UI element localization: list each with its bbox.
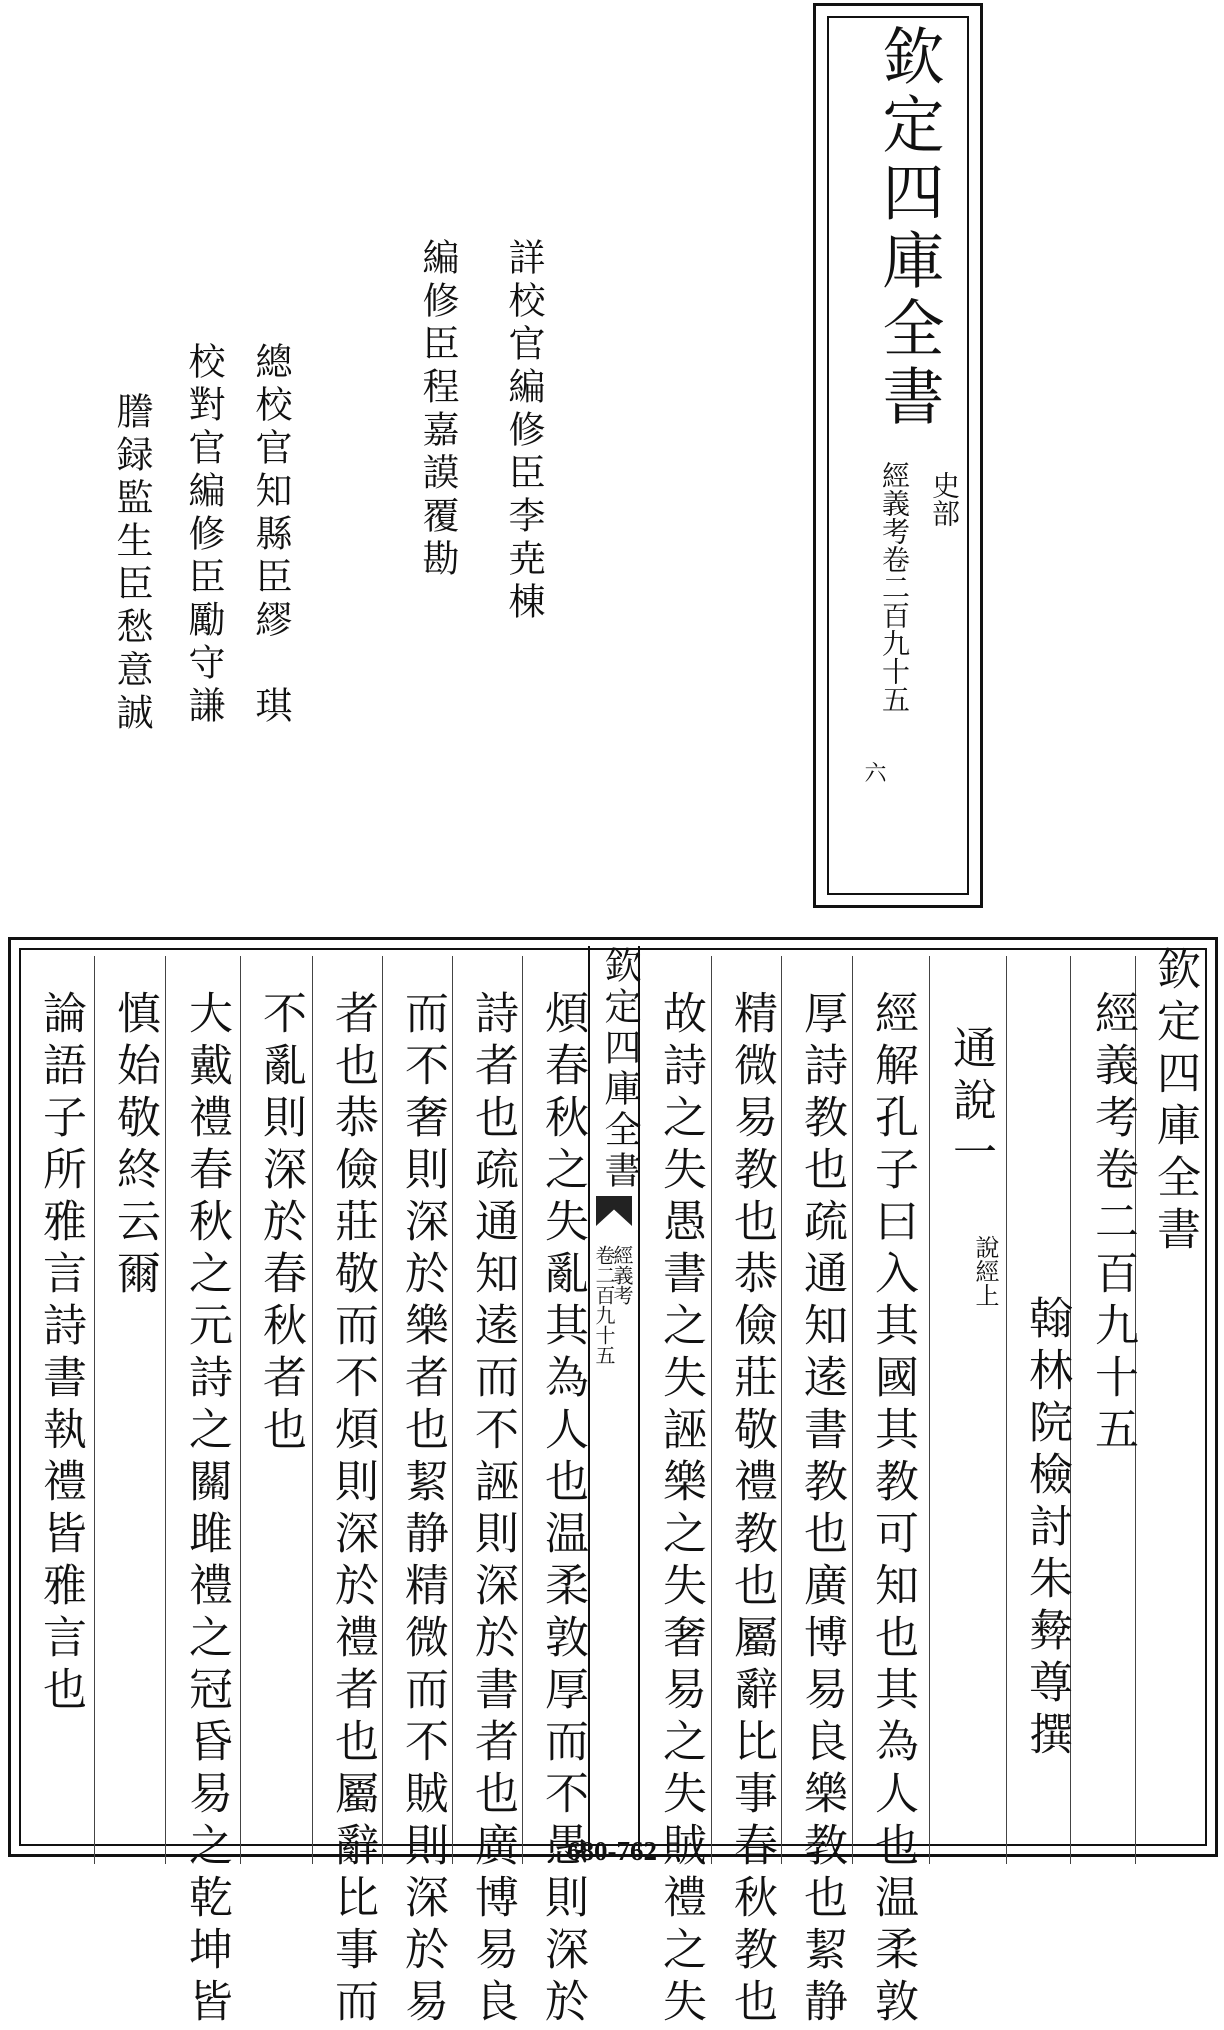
- column-rule: [929, 956, 930, 1864]
- text-column-2: 厚詩教也疏通知逺書教也廣博易良樂教也絜静: [796, 990, 847, 2030]
- text-column-7: 而不奢則深於樂者也絜静精微而不賊則深於易: [397, 990, 448, 2030]
- page-number: 680-762: [567, 1836, 657, 1866]
- credit-copyist: 謄録監生臣愁意誠: [110, 392, 153, 736]
- text-column-3: 精微易教也恭儉莊敬禮教也屬辭比事春秋教也: [726, 990, 777, 2030]
- title-slip: [813, 3, 983, 908]
- text-column-12: 論語子所雅言詩書執禮皆雅言也: [35, 990, 86, 1718]
- title-slip-section: 史部: [928, 471, 961, 527]
- text-column-1: 經解孔子曰入其國其教可知也其為人也温柔敦: [867, 990, 918, 2030]
- text-column-11: 慎始敬終云爾: [109, 990, 160, 1302]
- center-strip-volume: 卷二百九十五: [592, 1245, 616, 1365]
- column-rule: [240, 956, 241, 1864]
- column-rule: [312, 956, 313, 1864]
- section-title: 通說一: [945, 1025, 996, 1181]
- text-column-9: 不亂則深於春秋者也: [255, 990, 306, 1458]
- credit-collator: 校對官編修臣勵守謙: [182, 342, 225, 729]
- column-rule: [1006, 956, 1007, 1864]
- credit-chief-proofreader: 總校官知縣臣繆 琪: [249, 342, 292, 729]
- text-column-10: 大戴禮春秋之元詩之關雎禮之冠昏易之乾坤皆: [181, 990, 232, 2030]
- credit-editor: 編修臣程嘉謨覆勘: [416, 238, 459, 582]
- author-line: 翰林院檢討朱彜尊撰: [1021, 1295, 1072, 1763]
- column-rule: [94, 956, 95, 1864]
- section-subtitle: 說經上: [971, 1235, 999, 1307]
- text-column-6: 詩者也疏通知逺而不誣則深於書者也廣博易良: [467, 990, 518, 2030]
- credit-proofreader: 詳校官編修臣李尭棟: [502, 238, 545, 625]
- center-strip-title: 欽定四庫全書: [598, 946, 641, 1192]
- volume-title: 經義考卷二百九十五: [1087, 990, 1138, 1458]
- text-column-5: 煩春秋之失亂其為人也温柔敦厚而不愚則深於: [537, 990, 588, 2030]
- title-slip-main-title: 欽定四庫全書: [872, 24, 945, 432]
- page-header: 欽定四庫全書: [1149, 946, 1200, 1258]
- text-column-4: 故詩之失愚書之失誣樂之失奢易之失賊禮之失: [655, 990, 706, 2030]
- center-strip-book: 經義考: [610, 1245, 634, 1305]
- title-slip-book: 經義考卷二百九十五: [878, 461, 911, 713]
- title-slip-book-tail: 六: [861, 761, 886, 783]
- text-column-8: 者也恭儉莊敬而不煩則深於禮者也屬辭比事而: [327, 990, 378, 2030]
